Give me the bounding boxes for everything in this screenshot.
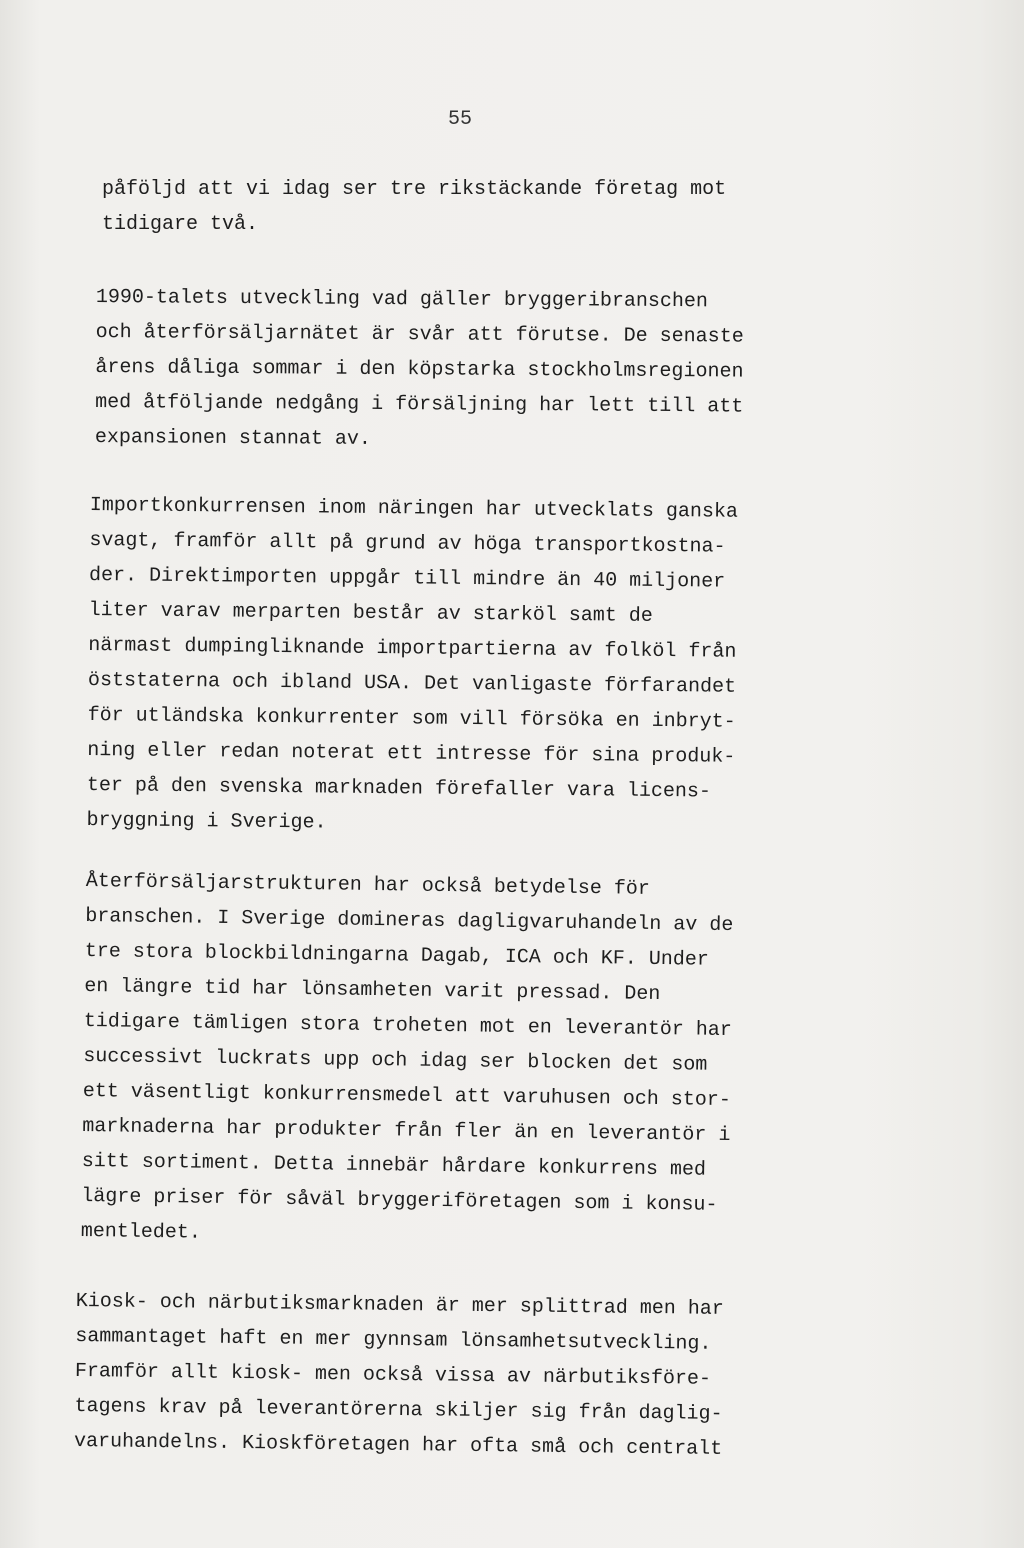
paragraph-1: påföljd att vi idag ser tre rikstäckande företag mot tidigare två. [102,178,727,236]
paragraph-3: Importkonkurrensen inom näringen har utvecklats ganska svagt, framför allt på grund av höga transportkostna- der. Direktimporten uppgår till mindre än 40 miljoner liter varav merparten består av starköl samt de närmast dumpingliknande importpartierna av folköl från öststaterna och ibland USA. Det vanligaste förfarandet för utländska konkurrenter som vill försöka en inbryt- ning eller redan noterat ett intresse för sina produk- ter på den svenska marknaden förefaller vara licens- bryggning i Sverige. [86,493,739,835]
paragraph-2: 1990-talets utveckling vad gäller bryggeribranschen och återförsäljarnätet är svår att förutse. De senaste årens dåliga sommar i den köpstarka stockholmsregionen med åtföljande nedgång i försäljning har lett till att expansionen stannat av. [94,285,744,451]
paragraph-5: Kiosk- och närbutiksmarknaden är mer splittrad men har sammantaget haft en mer gynnsam lönsamhetsutveckling. Framför allt kiosk- men också vissa av närbutiksföre- tagens krav på leverantörerna skiljer sig från daglig- varuhandelns. Kioskföretagen har ofta små och centralt [73,1289,724,1461]
paragraph-4: Återförsäljarstrukturen har också betydelse för branschen. I Sverige domineras dagligvaruhandeln av de tre stora blockbildningarna Dagab, ICA och KF. Under en längre tid har lönsamheten varit pressad. Den tidigare tämligen stora troheten mot en leverantör har successivt luckrats upp och idag ser blocken det som ett väsentligt konkurrensmedel att varuhusen och stor- marknaderna har produkter från fler än en leverantör i sitt sortiment. Detta innebär hårdare konkurrens med lägre priser för såväl bryggeriföretagen som i konsu- mentledet. [80,869,734,1245]
page-number: 55 [448,108,473,131]
